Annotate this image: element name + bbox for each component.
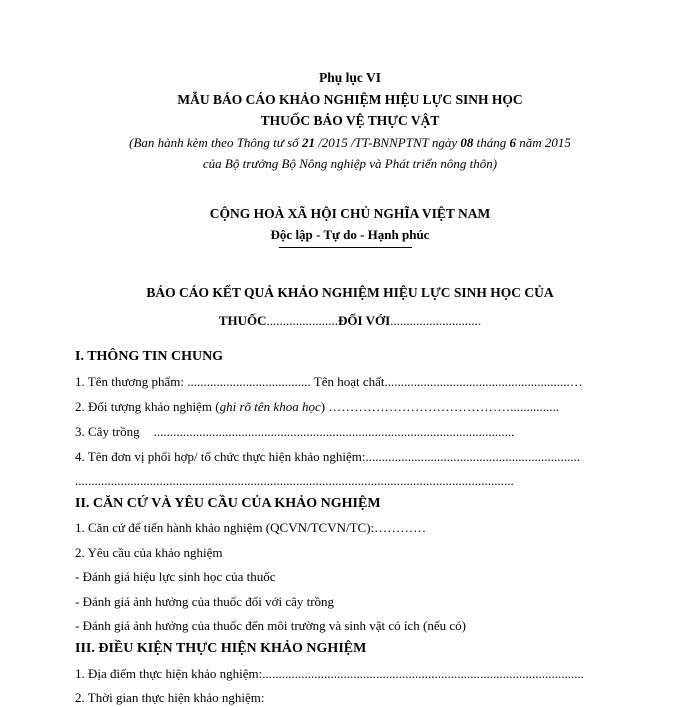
section1-item2 [75, 398, 559, 416]
section2-item2: 2. Yêu cầu của khảo nghiệm [75, 545, 223, 560]
nation-motto: Độc lập - Tự do - Hạnh phúc [270, 227, 430, 242]
circular-number: 21 [301, 135, 315, 150]
test-object-blank: ) ……………………………………............... [320, 399, 560, 414]
active-ingredient-blank: .........................................................… [384, 374, 583, 389]
issue-day: 08 [460, 135, 474, 150]
test-object-label: 2. Đối tượng khảo nghiệm ( [75, 399, 220, 414]
drug-name-blank: ...................... [266, 313, 339, 328]
issued-prefix: (Ban hành kèm theo Thông tư số [129, 135, 302, 150]
crop-blank: ............................................................................................................... [153, 424, 515, 439]
issue-year: năm 2015 [516, 135, 571, 150]
report-title-drug: THUỐC [218, 313, 267, 328]
report-title-line2 [0, 312, 700, 330]
report-title-target: ĐỐI VỚI [338, 313, 391, 328]
issued-by-line2: của Bộ trưởng Bộ Nông nghiệp và Phát triển nông thôn) [202, 156, 498, 171]
motto-underline [279, 247, 412, 248]
section3-heading: III. ĐIỀU KIỆN THỰC HIỆN KHẢO NGHIỆM [75, 641, 367, 656]
target-blank: ............................ [390, 313, 482, 328]
section1-item4: 4. Tên đơn vị phối hợp/ tổ chức thực hiện khảo nghiệm:.................................................................. [75, 449, 580, 464]
section1-item3 [75, 423, 514, 441]
crop-label: 3. Cây trồng [75, 424, 140, 439]
trade-name-field: 1. Tên thương phẩm: ...................................... Tên hoạt chất [75, 374, 385, 389]
circular-mid: /2015 /TT-BNNPTNT ngày [314, 135, 461, 150]
form-title-line2: THUỐC BẢO VỆ THỰC VẬT [260, 113, 440, 128]
section1-item1 [75, 373, 583, 391]
report-title-line1: BÁO CÁO KẾT QUẢ KHẢO NGHIỆM HIỆU LỰC SINH HỌC CỦA [146, 285, 554, 300]
section2-bullet3: - Đánh giá ảnh hưởng của thuốc đến môi trường và sinh vật có ích (nếu có) [75, 618, 467, 633]
section1-heading: I. THÔNG TIN CHUNG [75, 349, 224, 364]
month-word: tháng [473, 135, 510, 150]
form-title-line1: MẪU BÁO CÁO KHẢO NGHIỆM HIỆU LỰC SINH HỌC [177, 92, 523, 107]
section2-bullet1: - Đánh giá hiệu lực sinh học của thuốc [75, 569, 276, 584]
scientific-name-note: ghi rõ tên khoa học [219, 399, 321, 414]
annex-label: Phụ lục VI [318, 70, 382, 85]
section3-item2: 2. Thời gian thực hiện khảo nghiệm: [75, 690, 265, 705]
section2-item1: 1. Căn cứ để tiến hành khảo nghiệm (QCVN/TCVN/TC):………… [75, 520, 427, 535]
nation-name: CỘNG HOÀ XÃ HỘI CHỦ NGHĨA VIỆT NAM [209, 206, 491, 221]
issue-month: 6 [509, 135, 516, 150]
section1-item4-continued: ....................................................................................................................................... [75, 473, 514, 488]
section3-item1: 1. Địa điểm thực hiện khảo nghiệm:................................................................................................... [75, 666, 584, 681]
section2-bullet2: - Đánh giá ảnh hưởng của thuốc đối với cây trồng [75, 594, 335, 609]
section2-heading: II. CĂN CỨ VÀ YÊU CẦU CỦA KHẢO NGHIỆM [75, 496, 381, 511]
issued-by-line1 [0, 134, 700, 152]
